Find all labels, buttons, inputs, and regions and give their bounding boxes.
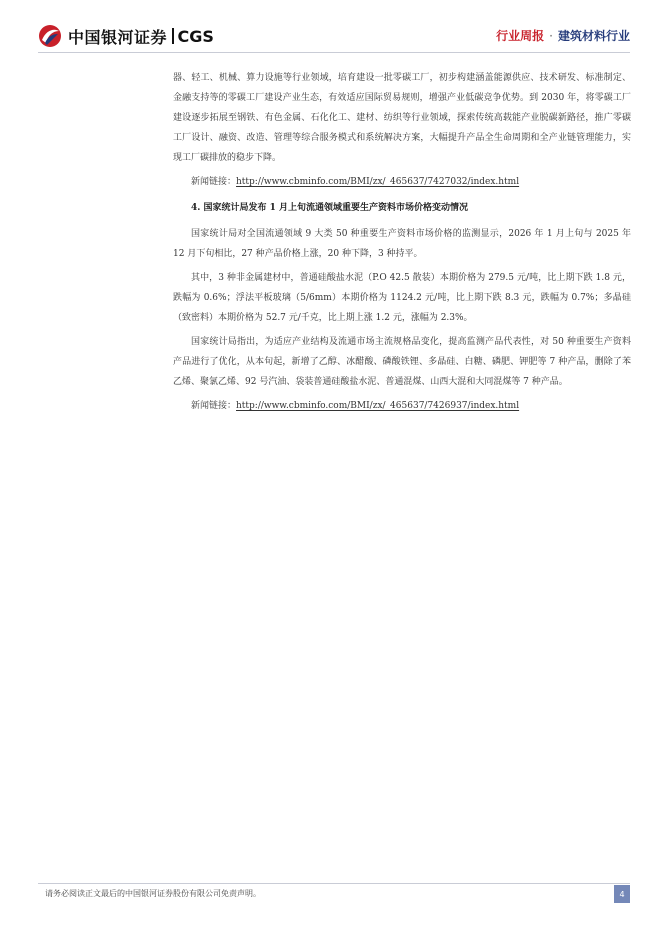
report-kind: 行业周报 (496, 29, 545, 43)
report-category (496, 27, 630, 44)
paragraph-price-monitoring: 国家统计局对全国流通领域 9 大类 50 种重要生产资料市场价格的监测显示，2026 年 1 月上旬与 2025 年 12 月下旬相比，27 种产品价格上涨，20 种下降，3 种持平。 (173, 229, 631, 259)
logo-chinese-name: 中国银河证券 (68, 27, 168, 47)
paragraph-product-optimization: 国家统计局指出，为适应产业结构及流通市场主流规格品变化，提高监测产品代表性，对 50 种重要生产资料产品进行了优化，从本旬起，新增了乙醇、冰醋酸、磷酸铁锂、多晶硅、白糖、磷肥、钾肥等 7 种产品，删除了苯乙烯、聚氯乙烯、92 号汽油、袋装普通硅酸盐水泥、普通混煤、山西大混和大同混煤等 7 种产品。 (173, 337, 631, 387)
news-link-label: 新闻链接： (191, 401, 237, 411)
news-link-1 (173, 172, 631, 192)
cgs-emblem-icon (38, 24, 62, 48)
page-number-badge: 4 (614, 885, 630, 903)
paragraph-building-materials: 其中，3 种非金属建材中，普通硅酸盐水泥（P.O 42.5 散装）本期价格为 279.5 元/吨，比上期下跌 1.8 元，跌幅为 0.6%；浮法平板玻璃（5/6mm）本期价格为 1124.2 元/吨，比上期下跌 8.3 元，跌幅为 0.7%；多晶硅（致密料）本期价格为 52.7 元/千克，比上期上涨 1.2 元，涨幅为 2.3%。 (173, 273, 631, 323)
report-separator: · (549, 29, 553, 43)
footer-disclaimer: 请务必阅读正文最后的中国银河证券股份有限公司免责声明。 (45, 889, 261, 898)
news-link-2 (173, 396, 631, 416)
news-link-url[interactable]: http://www.cbminfo.com/BMI/zx/_465637/7427032/index.html (236, 177, 520, 187)
logo-divider (172, 28, 174, 44)
paragraph-zero-carbon: 器、轻工、机械、算力设施等行业领域，培育建设一批零碳工厂，初步构建涵盖能源供应、技术研发、标准制定、金融支持等的零碳工厂建设产业生态，有效适应国际贸易规则，增强产业低碳竞争优势。到 2030 年，将零碳工厂建设逐步拓展至钢铁、有色金属、石化化工、建材、纺织等行业领域，探索传统高载能产业脱碳新路径，推广零碳工厂设计、融资、改造、管理等综合服务模式和系统解决方案，大幅提升产品全生命周期和全产业链管理能力，实现工厂碳排放的稳步下降。 (173, 73, 631, 163)
logo-english-name: CGS (177, 26, 214, 46)
news-link-label: 新闻链接： (191, 177, 237, 187)
page-header (0, 0, 662, 58)
footer-divider (38, 883, 630, 884)
main-content (173, 68, 631, 422)
news-link-url[interactable]: http://www.cbminfo.com/BMI/zx/_465637/7426937/index.html (236, 401, 520, 411)
company-logo (38, 24, 214, 48)
report-industry: 建筑材料行业 (557, 29, 630, 43)
section-4-heading: 4. 国家统计局发布 1 月上旬流通领域重要生产资料市场价格变动情况 (191, 203, 469, 213)
header-divider (38, 52, 630, 53)
